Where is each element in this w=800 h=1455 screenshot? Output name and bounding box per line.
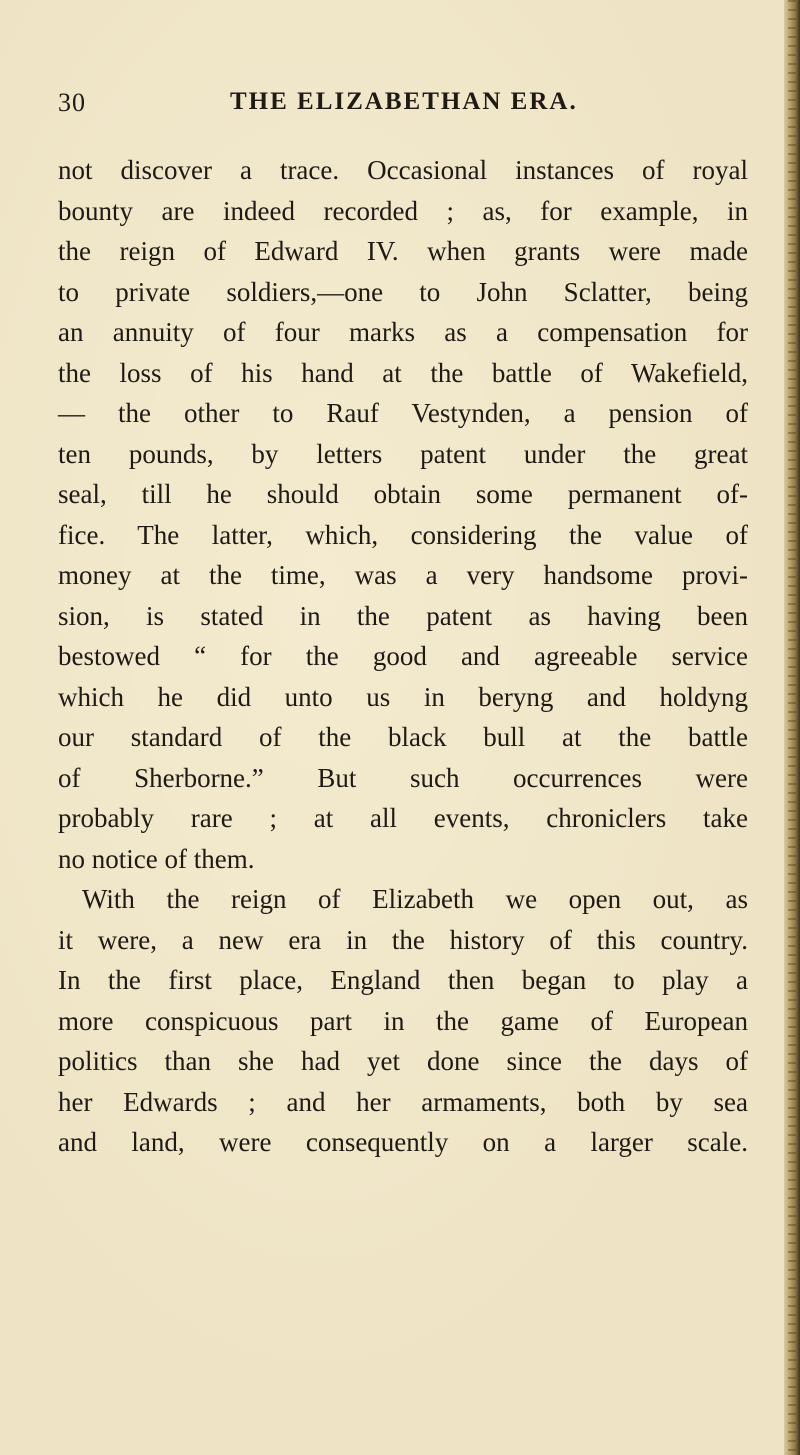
text-line: — the other to Rauf Vestynden, a pension of: [58, 398, 748, 428]
text-line: to private soldiers,—one to John Sclatter, being: [58, 276, 748, 307]
text-line: fice. The latter, which, considering the value of: [58, 519, 748, 550]
page-edge-texture: [788, 0, 796, 1455]
text-line: no notice of them.: [58, 843, 255, 874]
text-line: money at the time, was a very handsome provi-: [58, 560, 748, 590]
body-text: [58, 150, 748, 1163]
text-line: not discover a trace. Occasional instances of royal: [58, 155, 748, 185]
text-line: bounty are indeed recorded ; as, for example, in: [58, 195, 748, 226]
text-line: In the first place, England then began to play a: [58, 965, 748, 995]
text-line: the loss of his hand at the battle of Wakefield,: [58, 357, 748, 388]
text-line: the reign of Edward IV. when grants were made: [58, 236, 748, 266]
text-line: of Sherborne.” But such occurrences were: [58, 762, 748, 793]
text-line: her Edwards ; and her armaments, both by sea: [58, 1086, 748, 1117]
running-head: THE ELIZABETHAN ERA.: [230, 88, 578, 115]
text-line: bestowed “ for the good and agreeable service: [58, 641, 748, 671]
text-line: seal, till he should obtain some permanent of-: [58, 479, 748, 509]
text-line: sion, is stated in the patent as having been: [58, 600, 748, 631]
text-line: it were, a new era in the history of this country.: [58, 924, 748, 955]
text-line: and land, were consequently on a larger scale.: [58, 1127, 748, 1157]
text-line: ten pounds, by letters patent under the great: [58, 438, 748, 469]
text-line: probably rare ; at all events, chroniclers take: [58, 803, 748, 833]
text-line: an annuity of four marks as a compensation for: [58, 317, 748, 347]
page-header: [58, 88, 758, 120]
text-line: more conspicuous part in the game of European: [58, 1005, 748, 1036]
text-line: politics than she had yet done since the days of: [58, 1046, 748, 1076]
text-line: With the reign of Elizabeth we open out, as: [82, 884, 748, 914]
text-line: which he did unto us in beryng and holdyng: [58, 681, 748, 712]
page-number: 30: [58, 88, 86, 117]
text-line: our standard of the black bull at the battle: [58, 722, 748, 752]
